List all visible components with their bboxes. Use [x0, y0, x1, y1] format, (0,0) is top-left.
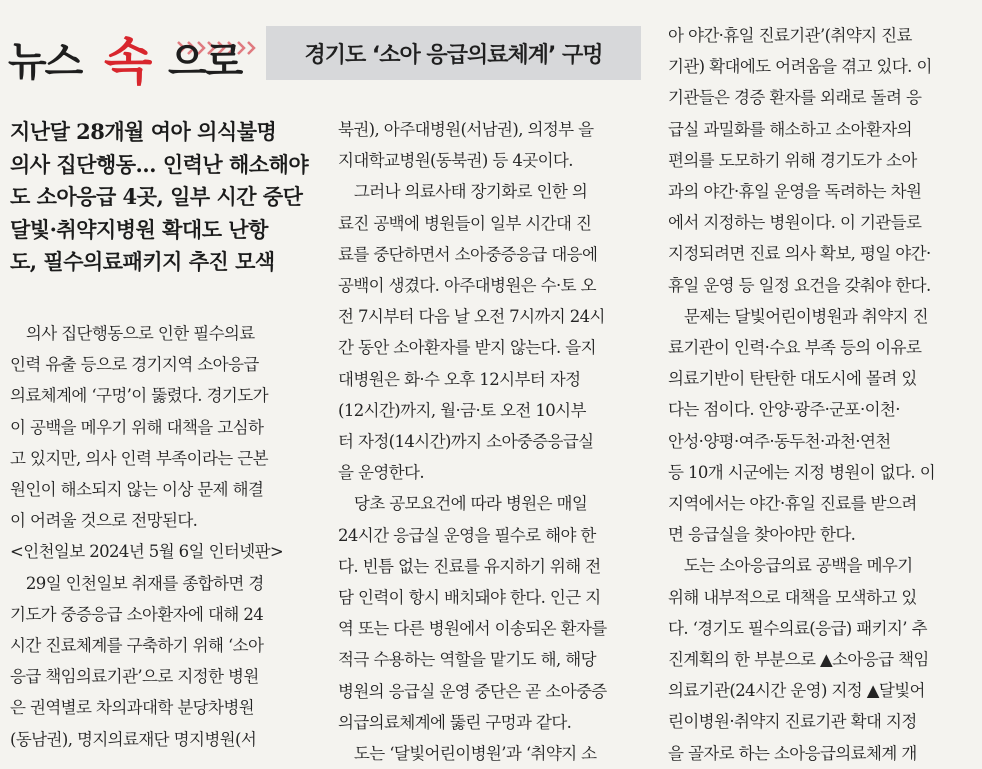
- body-line: 기관들은 경증 환자를 외래로 돌려 응: [668, 88, 922, 108]
- logo-word-inside: 속: [104, 33, 151, 91]
- body-line: 면 응급실을 찾아야만 한다.: [668, 525, 856, 545]
- body-line: 다. ‘경기도 필수의료(응급) 패키지’ 추: [668, 618, 927, 638]
- body-line: 적극 수용하는 역할을 맡기도 해, 해당: [338, 650, 596, 670]
- logo-word-to: 으로: [168, 39, 242, 85]
- body-line: 원인이 해소되지 않는 이상 문제 해결: [10, 480, 264, 500]
- headline-line: 달빛·취약지병원 확대도 난항: [10, 216, 268, 242]
- body-line: 전 7시부터 다음 날 오전 7시까지 24시: [338, 307, 605, 327]
- body-line: 휴일 운영 등 일정 요건을 갖춰야 한다.: [668, 275, 931, 295]
- body-line: 29일 인천일보 취재를 종합하면 경: [10, 573, 264, 593]
- headline-line: 도 소아응급 4곳, 일부 시간 중단: [10, 184, 303, 209]
- body-line: <인천일보 2024년 5월 6일 인터넷판>: [10, 542, 284, 562]
- body-line: 료를 중단하면서 소아중증응급 대응에: [338, 244, 598, 264]
- body-line: 고 있지만, 의사 인력 부족이라는 근본: [10, 448, 268, 468]
- body-line: 은 권역별로 차의과대학 분당차병원: [10, 698, 255, 718]
- headline-line: 의사 집단행동… 인력난 해소해야: [10, 151, 309, 177]
- body-line: 기관) 확대에도 어려움을 겪고 있다. 이: [668, 57, 932, 77]
- body-line: 안성·양평·여주·동두천·과천·연천: [668, 431, 891, 451]
- logo-word-news: 뉴스: [8, 39, 82, 85]
- article-title: 경기도 ‘소아 응급의료체계’ 구멍: [266, 26, 641, 80]
- headline: [10, 116, 315, 279]
- body-line: 린이병원·취약지 진료기관 확대 지정: [668, 712, 917, 732]
- body-line: 등 10개 시군에는 지정 병원이 없다. 이: [668, 462, 936, 482]
- body-line: 그러나 의료사태 장기화로 인한 의: [338, 182, 588, 202]
- body-line: 대병원은 화·수 오후 12시부터 자정: [338, 369, 581, 389]
- body-line: 담 인력이 항시 배치돼야 한다. 인근 지: [338, 588, 601, 608]
- body-line: 시간 진료체계를 구축하기 위해 ‘소아: [10, 636, 264, 656]
- body-line: 위해 내부적으로 대책을 모색하고 있: [668, 587, 917, 607]
- column-3: [668, 20, 974, 769]
- body-line: 다. 빈틈 없는 진료를 유지하기 위해 전: [338, 556, 601, 576]
- headline-line: 도, 필수의료패키지 추진 모색: [10, 249, 275, 274]
- body-line: 지대학교병원(동북권) 등 4곳이다.: [338, 151, 573, 171]
- body-line: 도는 ‘달빛어린이병원’과 ‘취약지 소: [338, 744, 597, 764]
- body-line: 인력 유출 등으로 경기지역 소아응급: [10, 355, 259, 375]
- body-line: 의급의료체계에 뚫린 구멍과 같다.: [338, 712, 572, 732]
- body-line: 병원의 응급실 운영 중단은 곧 소아중증: [338, 681, 607, 701]
- body-line: 터 자정(14시간)까지 소아중증응급실: [338, 432, 594, 452]
- body-line: 도는 소아응급의료 공백을 메우기: [668, 556, 913, 576]
- body-line: 의사 집단행동으로 인한 필수의료: [10, 324, 255, 343]
- body-line: 다는 점이다. 안양·광주·군포·이천·: [668, 400, 900, 420]
- body-line: 역 또는 다른 병원에서 이송되온 환자를: [338, 619, 607, 639]
- body-line: (동남권), 명지의료재단 명지병원(서: [10, 729, 257, 749]
- body-line: 을 골자로 하는 소아응급의료체계 개: [668, 743, 917, 763]
- body-line: 의료체계에 ‘구멍’이 뚫렸다. 경기도가: [10, 386, 268, 406]
- body-line: 지정되려면 진료 의사 확보, 평일 야간·: [668, 244, 931, 264]
- column-2: [338, 114, 644, 769]
- body-line: 진계획의 한 부분으로 ▲소아응급 책임: [668, 650, 929, 670]
- body-line: (12시간)까지, 월·금·토 오전 10시부: [338, 400, 586, 420]
- body-line: 이 공백을 메우기 위해 대책을 고심하: [10, 417, 264, 437]
- body-line: 24시간 응급실 운영을 필수로 해야 한: [338, 525, 596, 545]
- section-logo: [8, 22, 258, 91]
- body-line: 의료기관(24시간 운영) 지정 ▲달빛어: [668, 681, 925, 701]
- body-line: 북권), 아주대병원(서남권), 의정부 을: [338, 120, 594, 139]
- body-line: 응급 책임의료기관’으로 지정한 병원: [10, 667, 259, 687]
- body-line: 료기관이 인력·수요 부족 등의 이유로: [668, 338, 922, 358]
- body-line: 지역에서는 야간·휴일 진료를 받으려: [668, 494, 917, 514]
- body-line: 급실 과밀화를 해소하고 소아환자의: [668, 119, 913, 139]
- body-line: 간 동안 소아환자를 받지 않는다. 을지: [338, 338, 596, 358]
- body-line: 과의 야간·휴일 운영을 독려하는 차원: [668, 182, 922, 202]
- body-line: 기도가 중증응급 소아환자에 대해 24: [10, 604, 264, 624]
- body-line: 편의를 도모하기 위해 경기도가 소아: [668, 150, 917, 170]
- body-line: 을 운영한다.: [338, 463, 424, 483]
- body-line: 이 어려울 것으로 전망된다.: [10, 511, 198, 531]
- body-line: 공백이 생겼다. 아주대병원은 수·토 오: [338, 276, 596, 296]
- body-line: 에서 지정하는 병원이다. 이 기관들로: [668, 213, 922, 233]
- body-line: 의료기반이 탄탄한 대도시에 몰려 있: [668, 369, 917, 389]
- body-line: 당초 공모요건에 따라 병원은 매일: [338, 494, 588, 514]
- column-1: [10, 318, 312, 755]
- body-line: 아 야간·휴일 진료기관’(취약지 진료: [668, 26, 912, 45]
- body-line: 문제는 달빛어린이병원과 취약지 진: [668, 306, 928, 326]
- headline-line: 지난달 28개월 여아 의식불명: [10, 119, 277, 144]
- body-line: 료진 공백에 병원들이 일부 시간대 진: [338, 213, 592, 233]
